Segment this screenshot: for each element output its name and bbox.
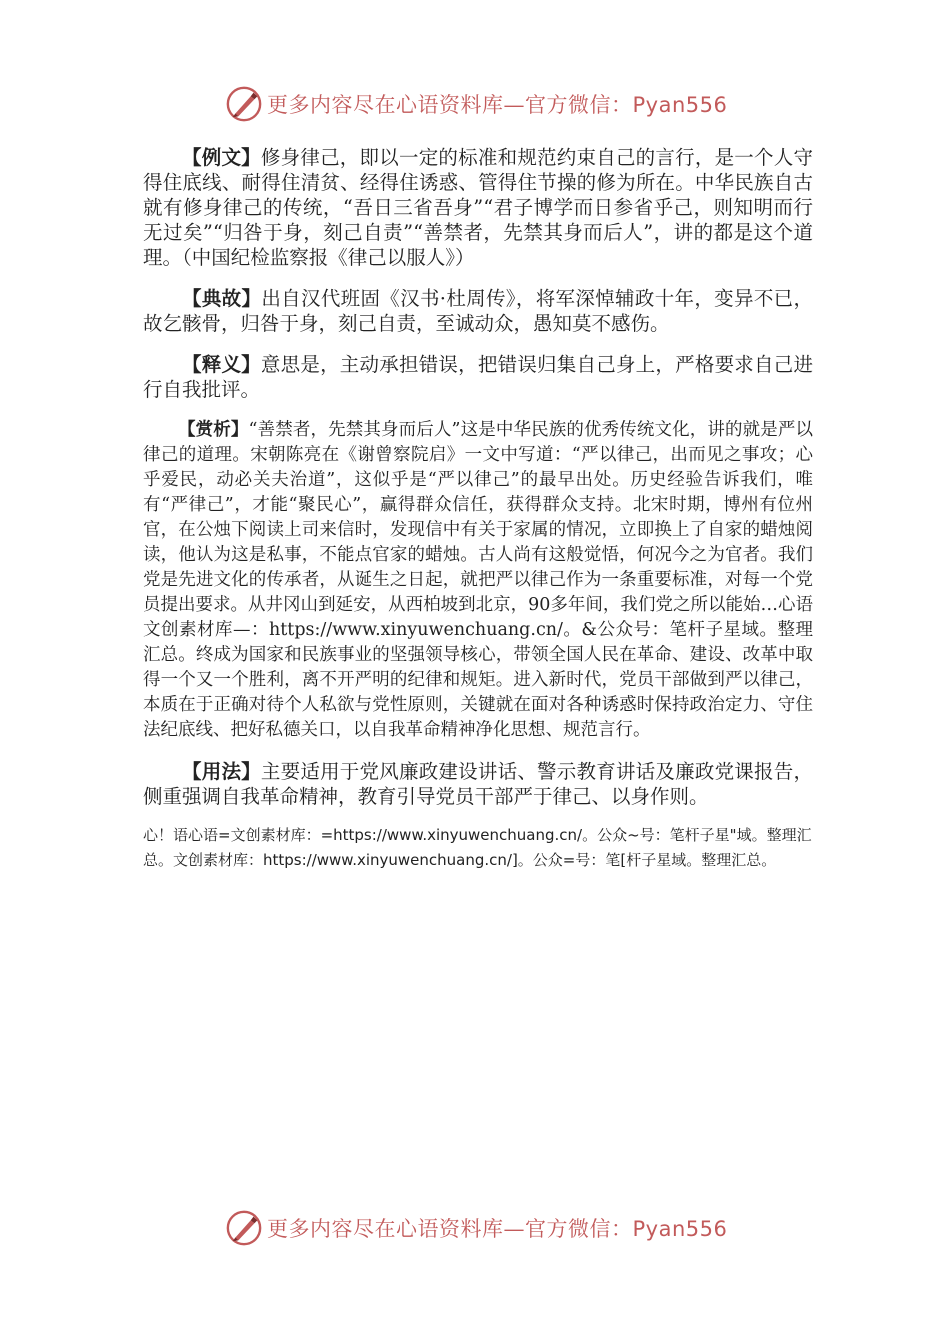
usage-paragraph: [143, 759, 813, 809]
example-text: 修身律己，即以一定的标准和规范约束自己的言行，是一个人守得住底线、耐得住清贫、经得住诱惑、管得住节操的修为所在。中华民族自古就有修身律己的传统，“吾日三省吾身”“君子博学而日参省乎己，则知明而行无过矣”“归咎于身，刻己自责”“善禁者，先禁其身而后人”，讲的都是这个道理。（中国纪检监察报《律己以服人》）: [143, 146, 813, 269]
meaning-paragraph: [143, 352, 813, 402]
usage-text: 主要适用于党风廉政建设讲话、警示教育讲话及廉政党课报告，侧重强调自我革命精神，教育引导党员干部严于律己、以身作则。: [143, 760, 813, 808]
source-paragraph: [143, 286, 813, 336]
appreciation-tag: 【赏析】: [178, 420, 249, 440]
footer-banner: [225, 1208, 728, 1248]
example-tag: 【例文】: [182, 146, 261, 169]
meaning-text: 意思是，主动承担错误，把错误归集自己身上，严格要求自己进行自我批评。: [143, 353, 813, 401]
meaning-tag: 【释义】: [182, 353, 261, 376]
article-body: [143, 145, 813, 873]
pen-logo-icon: [225, 85, 263, 123]
appreciation-text: “善禁者，先禁其身而后人”这是中华民族的优秀传统文化，讲的就是严以律己的道理。宋朝陈亮在《谢曾察院启》一文中写道：“严以律己，出而见之事攻；心乎爱民，动必关夫治道”，这似乎是“严以律己”的最早出处。历史经验告诉我们，唯有“严律己”，才能“聚民心”，赢得群众信任，获得群众支持。北宋时期，博州有位州官，在公烛下阅读上司来信时，发现信中有关于家属的情况，立即换上了自家的蜡烛阅读，他认为这是私事，不能点官家的蜡烛。古人尚有这般觉悟，何况今之为官者。我们党是先进文化的传承者，从诞生之日起，就把严以律己作为一条重要标准，对每一个党员提出要求。从井冈山到延安，从西柏坡到北京，90多年间，我们党之所以能始…心语文创素材库—：https://www.xinyuwenchuang.cn/。&公众号：笔杆子星域。整理汇总。终成为国家和民族事业的坚强领导核心，带领全国人民在革命、建设、改革中取得一个又一个胜利，离不开严明的纪律和规矩。进入新时代，党员干部做到严以律己，本质在于正确对待个人私欲与党性原则，关键就在面对各种诱惑时保持政治定力、守住法纪底线、把好私德关口，以自我革命精神净化思想、规范言行。: [143, 420, 813, 740]
source-tag: 【典故】: [182, 287, 262, 310]
pen-logo-icon: [225, 1209, 263, 1247]
usage-tag: 【用法】: [182, 760, 261, 783]
banner-text: 更多内容尽在心语资料库—官方微信：Pyan556: [267, 1217, 728, 1241]
header-banner: [225, 84, 728, 124]
banner-text: 更多内容尽在心语资料库—官方微信：Pyan556: [267, 93, 728, 117]
source-text: 出自汉代班固《汉书·杜周传》，将军深悼辅政十年，变异不已，故乞骸骨，归咎于身，刻己自责，至诚动众，愚知莫不感伤。: [143, 287, 813, 335]
example-paragraph: [143, 145, 813, 270]
wechat-handle: Pyan556: [632, 1217, 728, 1241]
appreciation-paragraph: [143, 418, 813, 743]
wechat-handle: Pyan556: [632, 93, 728, 117]
footnote: 心！语心语=文创素材库：=https://www.xinyuwenchuang.cn/。公众~号：笔杆子星"域。整理汇总。文创素材库：https://www.xinyuwenchuang.cn/]。公众=号：笔[杆子星域。整理汇总。: [143, 826, 812, 869]
